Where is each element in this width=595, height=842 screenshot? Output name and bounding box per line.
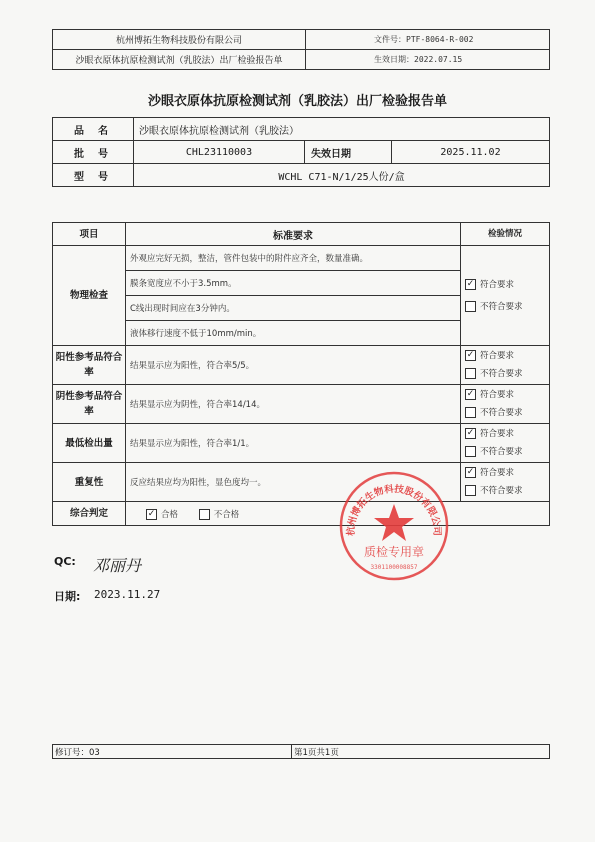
lod-fail-label: 不符合要求	[480, 447, 523, 457]
repeat-fail-label: 不符合要求	[480, 486, 523, 496]
positive-fail-checkbox[interactable]	[465, 368, 476, 379]
negative-fail-label: 不符合要求	[480, 408, 523, 418]
header-standard: 标准要求	[126, 223, 461, 246]
physical-std-3: C线出现时间应在3分钟内。	[126, 296, 461, 321]
positive-std: 结果显示应为阳性，符合率5/5。	[126, 346, 461, 385]
positive-pass-checkbox[interactable]	[465, 350, 476, 361]
overall-fail-checkbox[interactable]	[199, 509, 210, 520]
lod-pass-checkbox[interactable]	[465, 428, 476, 439]
repeat-result	[461, 463, 550, 502]
name-label: 品名	[53, 118, 134, 141]
physical-pass-label: 符合要求	[480, 279, 515, 290]
physical-fail-checkbox[interactable]	[465, 301, 476, 312]
negative-std: 结果显示应为阴性，符合率14/14。	[126, 385, 461, 424]
physical-std-1: 外观应完好无损，整洁，管件包装中的附件应齐全，数量准确。	[126, 246, 461, 271]
lod-item: 最低检出量	[53, 424, 126, 463]
negative-pass-checkbox[interactable]	[465, 389, 476, 400]
qc-signature: 邓丽丹	[93, 556, 142, 575]
seal-code-text: 3301100008857	[370, 564, 418, 571]
physical-pass-checkbox[interactable]	[465, 279, 476, 290]
repeat-item: 重复性	[53, 463, 126, 502]
positive-fail-label: 不符合要求	[480, 369, 523, 379]
negative-result	[461, 385, 550, 424]
lod-std: 结果显示应为阳性，符合率1/1。	[126, 424, 461, 463]
positive-result	[461, 346, 550, 385]
document-header	[52, 29, 550, 70]
physical-result	[461, 246, 550, 346]
expiry-label: 失效日期	[305, 141, 392, 164]
physical-std-4: 液体移行速度不低于10mm/min。	[126, 321, 461, 346]
inspection-table	[52, 222, 550, 526]
date-label: 日期:	[54, 590, 81, 603]
lod-fail-checkbox[interactable]	[465, 446, 476, 457]
physical-fail-label: 不符合要求	[480, 301, 523, 312]
model-value: WCHL C71-N/1/25人份/盒	[134, 164, 550, 187]
seal-purpose-text: 质检专用章	[363, 545, 425, 559]
product-info-table	[52, 117, 550, 187]
negative-fail-checkbox[interactable]	[465, 407, 476, 418]
header-item: 项目	[53, 223, 126, 246]
physical-std-2: 膜条宽度应不小于3.5mm。	[126, 271, 461, 296]
expiry-date: 2025.11.02	[392, 141, 550, 164]
seal-company-text: 杭州博拓生物科技股份有限公司	[345, 483, 443, 536]
lod-pass-label: 符合要求	[480, 429, 515, 439]
report-title: 沙眼衣原体抗原检测试剂（乳胶法）出厂检验报告单	[147, 94, 447, 109]
product-name: 沙眼衣原体抗原检测试剂（乳胶法）	[134, 118, 550, 141]
positive-item: 阳性参考品符合率	[53, 346, 126, 385]
negative-pass-label: 符合要求	[480, 390, 515, 400]
seal-star-icon	[374, 504, 414, 541]
lot-label: 批号	[53, 141, 134, 164]
header-result: 检验情况	[461, 223, 550, 246]
repeat-fail-checkbox[interactable]	[465, 485, 476, 496]
positive-pass-label: 符合要求	[480, 351, 515, 361]
page-number: 第1页共1页	[292, 745, 550, 759]
overall-pass-label: 合格	[161, 509, 179, 520]
repeat-std: 反应结果应均为阳性，显色度均一。	[126, 463, 461, 502]
date-value: 2023.11.27	[94, 588, 161, 601]
overall-pass-checkbox[interactable]	[146, 509, 157, 520]
quality-seal	[338, 470, 450, 582]
repeat-pass-checkbox[interactable]	[465, 467, 476, 478]
overall-fail-label: 不合格	[213, 509, 240, 520]
qc-label: QC:	[54, 555, 76, 568]
lod-result	[461, 424, 550, 463]
effective-date: 生效日期：2022.07.15	[306, 50, 550, 70]
overall-item: 综合判定	[53, 502, 126, 526]
lot-number: CHL23110003	[134, 141, 305, 164]
company-name: 杭州博拓生物科技股份有限公司	[53, 30, 306, 50]
document-footer	[52, 744, 550, 759]
revision-number: 修订号：03	[53, 745, 292, 759]
physical-item: 物理检查	[53, 246, 126, 346]
file-number: 文件号：PTF-8064-R-002	[306, 30, 550, 50]
form-name: 沙眼衣原体抗原检测试剂（乳胶法）出厂检验报告单	[53, 50, 306, 70]
model-label: 型号	[53, 164, 134, 187]
negative-item: 阴性参考品符合率	[53, 385, 126, 424]
repeat-pass-label: 符合要求	[480, 468, 515, 478]
